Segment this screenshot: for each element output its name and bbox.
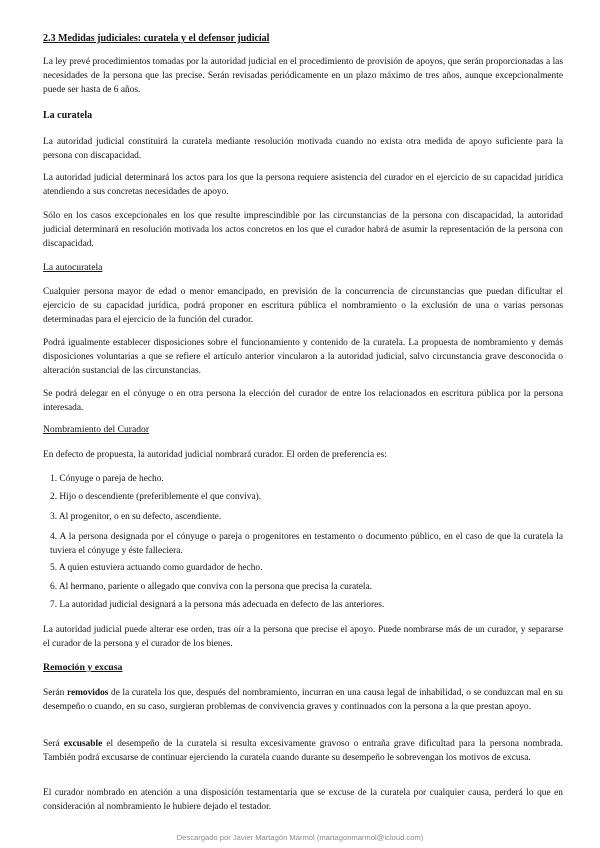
autocuratela-heading: La autocuratela — [43, 262, 103, 273]
list-item: 3. Al progenitor, o en su defecto, ascendiente. — [50, 512, 222, 522]
excusa-paragraph: Será excusable el desempeño de la curatela si resulta excesivamente gravoso o entraña grave dificultad para la persona nombrada. También podrá excusarse de continuar ejerciendo la curatela cuando durante su desempeño le sobrevengan los motivos de excusa. — [43, 739, 563, 763]
autocuratela-paragraph: Podrá igualmente establecer disposiciones sobre el funcionamiento y contenido de la curatela. La propuesta de nombramiento y demás disposiciones voluntarias a que se refiere el artículo anterior vincularon a la autoridad judicial, salvo circunstancia grave desconocida o alteración sustancial de las circunstancias. — [43, 338, 563, 376]
remocion-heading: Remoción y excusa — [43, 662, 123, 673]
list-item: 4. A la persona designada por el cónyuge o pareja o progenitores en testamento o documento público, en el caso de que la curatela la tuviera el cónyuge y éste falleciera. — [50, 532, 563, 556]
curatela-paragraph: La autoridad judicial determinará los actos para los que la persona requiere asistencia del curador en el ejercicio de su capacidad jurídica atendiendo a sus concretas necesidades de apoyo. — [43, 173, 563, 197]
removidos-keyword: removidos — [66, 688, 109, 698]
list-item: 2. Hijo o descendiente (preferiblemente el que conviva). — [50, 492, 262, 502]
section-intro-paragraph: La ley prevé procedimientos tomadas por la autoridad judicial en el procedimiento de provisión de apoyos, que serán proporcionadas a las necesidades de la persona que las precise. Serán revisadas periódicamente en un plazo máximo de tres años, aunque excepcionalmente puede ser hasta de 6 años. — [43, 57, 563, 95]
list-item: 1. Cónyuge o pareja de hecho. — [50, 474, 164, 484]
nombramiento-intro: En defecto de propuesta, la autoridad judicial nombrará curador. El orden de preferencia es: — [43, 450, 387, 460]
curatela-heading: La curatela — [43, 110, 93, 121]
remocion-paragraph: Serán removidos de la curatela los que, después del nombramiento, incurran en una causa legal de inhabilidad, o se conduzcan mal en su desempeño o cuando, en su caso, surgieran problemas de convivencia graves y continuados con la persona a la que prestan apoyo. — [43, 688, 563, 712]
section-heading — [43, 33, 563, 44]
list-item: 5. A quien estuviera actuando como guardador de hecho. — [50, 563, 263, 573]
excusable-keyword: excusable — [63, 739, 103, 749]
download-footer: Descargado por Javier Martagón Mármol (martagonmarmol@icloud.com) — [176, 833, 424, 842]
testador-paragraph: El curador nombrado en atención a una disposición testamentaria que se excuse de la curatela por cualquier causa, perderá lo que en consideración al nombramiento le hubiere dejado el testador. — [43, 788, 563, 812]
list-item: 7. La autoridad judicial designará a la persona más adecuada en defecto de las anteriores. — [50, 600, 385, 610]
nombramiento-closing: La autoridad judicial puede alterar ese orden, tras oír a la persona que precise el apoyo. Puede nombrarse más de un curador, y separarse el curador de la persona y el curador de los bienes. — [43, 625, 563, 649]
curatela-paragraph: La autoridad judicial constituirá la curatela mediante resolución motivada cuando no exista otra medida de apoyo suficiente para la persona con discapacidad. — [43, 137, 563, 161]
autocuratela-paragraph: Cualquier persona mayor de edad o menor emancipado, en previsión de la concurrencia de circunstancias que puedan dificultar el ejercicio de su capacidad jurídica, podrá proponer en escritura pública el nombramiento o la exclusión de una o varias personas determinadas para el ejercicio de la función del curador. — [43, 287, 563, 325]
section-title: 2.3 Medidas judiciales: curatela y el defensor judicial — [43, 33, 270, 44]
nombramiento-heading: Nombramiento del Curador — [43, 424, 150, 435]
curatela-paragraph: Sólo en los casos excepcionales en los que resulte imprescindible por las circunstancias de la persona con discapacidad, la autoridad judicial determinará en resolución motivada los actos concretos en los que el curador habrá de asumir la representación de la persona con discapacidad. — [43, 211, 563, 249]
autocuratela-paragraph: Se podrá delegar en el cónyuge o en otra persona la elección del curador de entre los relacionados en escritura pública por la persona interesada. — [43, 389, 563, 413]
list-item: 6. Al hermano, pariente o allegado que conviva con la persona que precisa la curatela. — [50, 582, 372, 592]
